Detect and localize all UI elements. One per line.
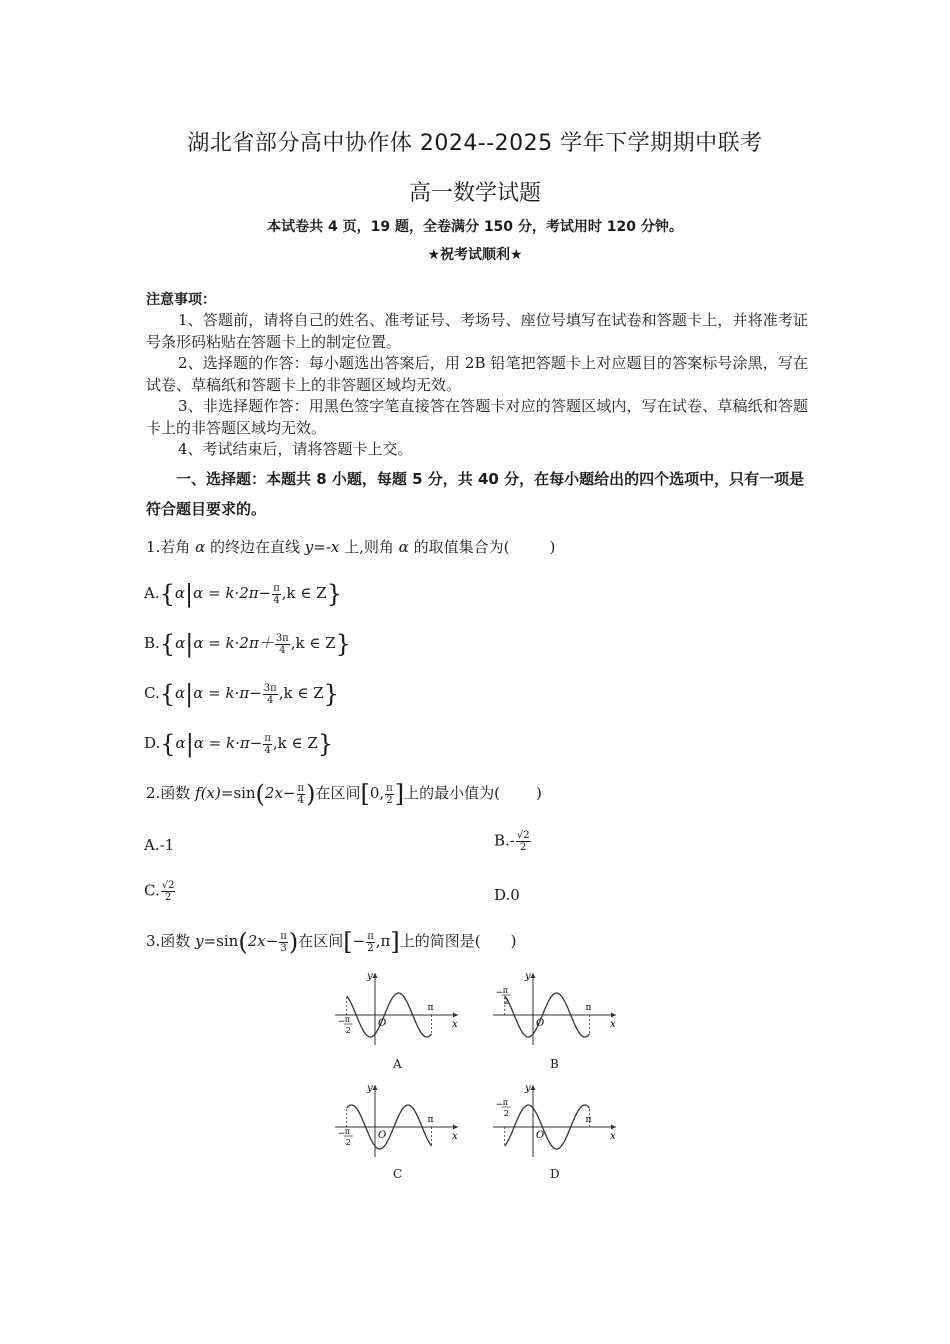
- graph-caption-d: D: [550, 1167, 560, 1181]
- frac-den: 2: [520, 842, 527, 853]
- frac-num: π: [280, 930, 287, 942]
- notice-item-4: 4、考试结束后，请将答题卡上交。: [178, 440, 413, 458]
- set-coef: k·π−: [226, 734, 263, 752]
- q2-option-a[interactable]: A.-1: [144, 836, 175, 854]
- q2-close: ): [535, 784, 542, 802]
- q1-close: ): [549, 538, 556, 556]
- y-label: y: [525, 1083, 531, 1094]
- set-var: α: [175, 734, 186, 752]
- q2-option-b[interactable]: [494, 830, 532, 853]
- origin-label: O: [536, 1130, 545, 1141]
- q3-mid: 在区间: [298, 932, 344, 950]
- q1-option-d[interactable]: D.{α|α = k·π− $\frac{\pi}{4}$ ,k ∈ Z}: [144, 730, 334, 758]
- q2-inner: 2x−: [264, 784, 296, 802]
- q3-text: 3.函数: [146, 932, 196, 950]
- neg-pi-den: 2: [345, 1026, 351, 1035]
- frac-num: 3π: [275, 632, 289, 644]
- neg-sign: −: [337, 1017, 346, 1027]
- frac-num: π: [386, 782, 393, 794]
- set-eq: α =: [193, 684, 226, 702]
- graph-caption-a: A: [393, 1057, 402, 1071]
- pi-label: π: [427, 1003, 434, 1013]
- y-arrow: [373, 973, 378, 978]
- fraction: [385, 783, 394, 806]
- y-label: y: [367, 971, 373, 982]
- q1-text: 1.若角: [146, 538, 196, 556]
- frac-den: 3: [280, 942, 287, 954]
- q3-eq: =sin: [203, 932, 239, 950]
- q2-option-c[interactable]: [144, 880, 176, 903]
- frac-num: π: [297, 782, 305, 794]
- pi-label: π: [427, 1115, 434, 1125]
- notice-item-3: 3、非选择题作答：用黑色签字笔直接答在答题卡对应的答题区域内，写在试卷、草稿纸和答题卡上的非答题区域均无效。: [146, 397, 808, 437]
- neg-pi-num: π: [344, 1015, 350, 1024]
- y-arrow: [373, 1085, 378, 1090]
- y-label: y: [525, 971, 531, 982]
- pi-label: π: [585, 1115, 592, 1125]
- q1-option-b[interactable]: B.{α|α = k·2π＋ $\frac{3\pi}{4}$ ,k ∈ Z}: [144, 630, 351, 658]
- fraction: [516, 830, 531, 853]
- q3-y: y: [195, 932, 204, 950]
- q2-suffix: 上的最小值为(: [404, 784, 500, 802]
- x-arrow: [611, 1013, 616, 1018]
- option-label: B.: [144, 634, 160, 652]
- fraction: [161, 880, 176, 903]
- x-arrow: [611, 1125, 616, 1130]
- x-label: x: [452, 1019, 458, 1030]
- q2-option-d[interactable]: D.0: [494, 886, 520, 904]
- origin-label: O: [378, 1130, 387, 1141]
- q1-text-suffix: 的取值集合为(: [408, 538, 510, 556]
- frac-den: 2: [164, 892, 172, 903]
- q1-alpha-2: α: [398, 538, 409, 556]
- frac-num: √2: [161, 880, 175, 891]
- frac-num: π: [264, 732, 271, 744]
- q3-inner: 2x−: [247, 932, 279, 950]
- x-label: x: [452, 1131, 458, 1142]
- q2-text: 2.函数: [146, 784, 196, 802]
- q2-eq: =sin: [220, 784, 256, 802]
- fraction: [297, 783, 306, 806]
- fraction: [275, 633, 290, 656]
- option-label: D.: [144, 734, 161, 752]
- frac-num: √2: [516, 830, 530, 841]
- graph-caption-c: C: [393, 1167, 403, 1181]
- q1-option-a[interactable]: A.{α|α = k·2π− $\frac{\pi}{4}$ ,k ∈ Z}: [144, 580, 342, 608]
- notice-item-2: 2、选择题的作答：每小题选出答案后，用 2B 铅笔把答题卡上对应题目的答案标号涂黑，写在试卷、草稿纸和答题卡上的非答题区域均无效。: [146, 354, 808, 394]
- frac-den: 2: [386, 794, 393, 806]
- graph-option-d[interactable]: [488, 1077, 628, 1162]
- set-tail: ,k ∈ Z: [290, 634, 336, 652]
- x-label: x: [610, 1131, 616, 1142]
- neg-pi-num: π: [344, 1127, 350, 1136]
- section-heading: 一、选择题：本题共 8 小题，每题 5 分，共 40 分，在每小题给出的四个选项中，只有一项是符合题目要求的。: [146, 470, 805, 518]
- set-eq: α =: [193, 734, 227, 752]
- graph-option-a[interactable]: [330, 965, 470, 1050]
- neg-pi-num: π: [502, 1098, 508, 1107]
- set-var: α: [174, 584, 186, 602]
- question-1: [146, 536, 555, 557]
- option-label: C.: [144, 684, 160, 702]
- set-tail: ,k ∈ Z: [272, 734, 318, 752]
- exam-info: 本试卷共 4 页，19 题，全卷满分 150 分，考试用时 120 分钟。: [267, 219, 683, 235]
- frac-den: 4: [264, 744, 271, 756]
- neg-sign: −: [337, 1129, 346, 1139]
- q1-option-c[interactable]: C.{α|α = k·π− $\frac{3\pi}{4}$ ,k ∈ Z}: [144, 680, 339, 708]
- option-label: C.: [144, 881, 160, 900]
- y-arrow: [531, 1085, 536, 1090]
- q3-int-left: −: [352, 932, 366, 950]
- option-label: B.-: [494, 831, 515, 850]
- exam-wish: ★祝考试顺利★: [427, 247, 523, 263]
- set-coef: k·2π＋: [225, 634, 274, 652]
- q1-alpha: α: [195, 538, 206, 556]
- neg-pi-den: 2: [503, 997, 509, 1006]
- frac-den: 4: [273, 594, 280, 606]
- graph-caption-b: B: [550, 1057, 559, 1071]
- x-arrow: [453, 1125, 458, 1130]
- frac-num: π: [273, 582, 280, 594]
- graph-option-c[interactable]: [330, 1077, 470, 1162]
- q1-text-mid2: 上,则角: [339, 538, 399, 556]
- q2-interval-left: 0,: [369, 784, 385, 802]
- frac-den: 4: [267, 694, 274, 706]
- fraction: [263, 683, 278, 706]
- set-tail: ,k ∈ Z: [281, 584, 327, 602]
- pi-label: π: [585, 1003, 592, 1013]
- fraction: [272, 583, 281, 606]
- q1-line: y=-x: [304, 538, 340, 556]
- notice-title: 注意事项：: [146, 292, 216, 308]
- y-label: y: [367, 1083, 373, 1094]
- neg-pi-num: π: [502, 986, 508, 995]
- q3-int-right: ,π: [375, 932, 391, 950]
- notice-list: [146, 310, 808, 461]
- set-eq: α =: [193, 584, 226, 602]
- y-arrow: [531, 973, 536, 978]
- q2-fx: f(x): [195, 784, 221, 802]
- x-label: x: [610, 1019, 616, 1030]
- question-2: 2.函数 f(x)=sin(2x− $\frac{\pi}{4}$ )在区间[0, $\frac{\pi}{2}$ ]上的最小值为( ): [146, 780, 542, 808]
- q3-suffix: 上的简图是(: [399, 932, 481, 950]
- set-coef: k·2π−: [225, 584, 272, 602]
- neg-pi-den: 2: [503, 1109, 509, 1118]
- exam-title: 湖北省部分高中协作体 2024--2025 学年下学期期中联考: [187, 131, 763, 156]
- frac-den: 4: [297, 794, 304, 806]
- frac-num: π: [367, 930, 374, 942]
- fraction: [279, 931, 288, 954]
- set-coef: k·π−: [225, 684, 262, 702]
- x-arrow: [453, 1013, 458, 1018]
- origin-label: O: [378, 1018, 387, 1029]
- q2-mid: 在区间: [315, 784, 361, 802]
- neg-sign: −: [495, 988, 504, 998]
- origin-label: O: [536, 1018, 545, 1029]
- set-tail: ,k ∈ Z: [278, 684, 324, 702]
- notice-item-1: 1、答题前，请将自己的姓名、准考证号、考场号、座位号填写在试卷和答题卡上，并将准考证号条形码粘贴在答题卡上的制定位置。: [146, 311, 808, 351]
- q3-close: ): [510, 932, 517, 950]
- q1-text-mid: 的终边在直线: [205, 538, 305, 556]
- frac-num: 3π: [263, 682, 277, 694]
- neg-sign: −: [495, 1100, 504, 1110]
- graph-option-b[interactable]: [488, 965, 628, 1050]
- frac-den: 2: [367, 942, 374, 954]
- exam-subtitle: 高一数学试题: [408, 181, 541, 206]
- option-label: A.: [144, 584, 160, 602]
- fraction: [263, 733, 272, 756]
- set-var: α: [175, 634, 186, 652]
- question-3: 3.函数 y=sin(2x− $\frac{\pi}{3}$ )在区间[− $\frac{\pi}{2}$ ,π]上的简图是( ): [146, 928, 517, 956]
- frac-den: 4: [279, 644, 286, 656]
- fraction: [366, 931, 375, 954]
- set-var: α: [175, 684, 186, 702]
- neg-pi-den: 2: [345, 1138, 351, 1147]
- set-eq: α =: [193, 634, 226, 652]
